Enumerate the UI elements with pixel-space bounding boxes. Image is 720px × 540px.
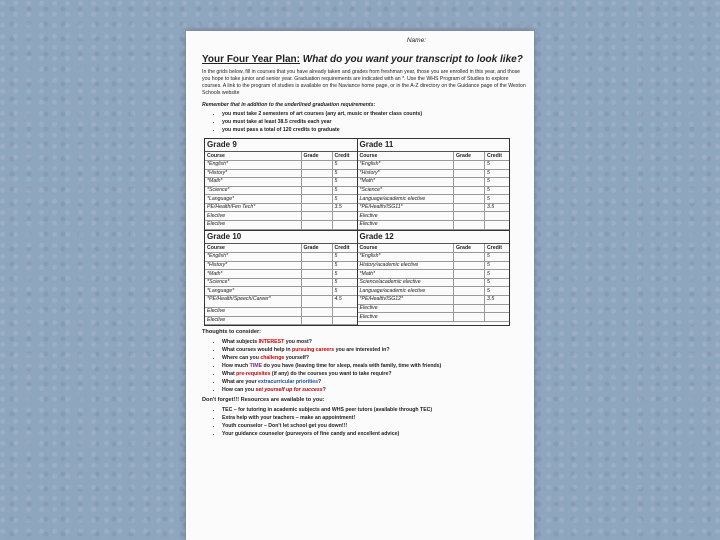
grade-cell[interactable] <box>454 178 485 187</box>
grade-cell[interactable] <box>301 178 332 187</box>
resource-item: • Youth counselor – Don't let school get you down!!! <box>222 422 526 430</box>
course-cell: *History* <box>205 261 301 270</box>
grid-row <box>205 231 509 326</box>
thought-pre: How can you <box>222 387 256 394</box>
course-cell: *PE/Health/ISG11* <box>358 203 454 212</box>
grade-cell[interactable] <box>454 261 485 270</box>
thought-pre: What are your <box>222 379 259 386</box>
table-row <box>358 195 510 204</box>
credit-cell: 5 <box>332 195 357 204</box>
page-title <box>202 53 526 67</box>
grade-heading: Grade 10 <box>205 231 357 245</box>
credit-cell: 3.5 <box>332 203 357 212</box>
remember-line: Remember that in addition to the underlined graduation requirements: <box>202 102 376 109</box>
title-plan: Your Four Year Plan: <box>202 53 300 65</box>
grade-heading: Grade 12 <box>358 231 510 245</box>
credit-cell <box>485 221 510 230</box>
header-credit: Credit <box>485 244 510 252</box>
grade-cell[interactable] <box>301 186 332 195</box>
credit-cell: 3.5 <box>485 296 510 305</box>
credit-cell <box>332 212 357 221</box>
resource-item: • Your guidance counselor (purveyors of fine candy and excellent advice) <box>222 430 526 438</box>
thought-item <box>222 362 526 370</box>
requirement-item: • you must pass a total of 120 credits to graduate <box>222 126 526 134</box>
table-row <box>358 221 510 230</box>
header-grade: Grade <box>301 152 332 160</box>
requirement-item: • you must take 2 semesters of art courses (any art, music or theater class counts) <box>222 110 526 118</box>
course-table <box>205 244 357 325</box>
header-course: Course <box>358 244 454 252</box>
grade-cell[interactable] <box>301 278 332 287</box>
table-row <box>205 253 357 262</box>
header-credit: Credit <box>332 244 357 252</box>
grade-cell[interactable] <box>301 316 332 325</box>
table-row <box>205 221 357 230</box>
table-row <box>358 296 510 305</box>
course-cell: *Science* <box>358 186 454 195</box>
thought-post: ? <box>322 387 326 394</box>
thought-pre: What <box>222 371 237 378</box>
grade-cell[interactable] <box>301 195 332 204</box>
table-row <box>358 261 510 270</box>
table-row <box>205 203 357 212</box>
course-cell: Elective <box>205 221 301 230</box>
header-course: Course <box>205 152 301 160</box>
course-cell: Elective <box>358 221 454 230</box>
course-table-header <box>358 152 510 160</box>
header-grade: Grade <box>301 244 332 252</box>
thought-post: you are interested in? <box>334 346 390 353</box>
thought-hl: TIME <box>249 362 263 369</box>
thought-item <box>222 386 526 394</box>
table-row <box>205 296 357 308</box>
course-table-header <box>205 152 357 160</box>
grade-cell[interactable] <box>454 160 485 169</box>
grade-cell[interactable] <box>301 296 332 308</box>
table-row <box>205 212 357 221</box>
table-row <box>358 287 510 296</box>
grade-cell[interactable] <box>454 195 485 204</box>
thought-hl: set yourself up for success <box>255 387 323 394</box>
credit-cell: 5 <box>485 270 510 279</box>
course-cell: *Math* <box>358 178 454 187</box>
grade-block <box>357 231 510 326</box>
header-course: Course <box>358 152 454 160</box>
table-row <box>205 195 357 204</box>
grade-heading: Grade 9 <box>205 139 357 153</box>
resources-list <box>202 406 526 438</box>
grade-block <box>357 139 510 230</box>
table-row <box>358 278 510 287</box>
thought-item <box>222 378 526 386</box>
credit-cell: 5 <box>332 261 357 270</box>
course-cell: History/academic elective <box>358 261 454 270</box>
credit-cell <box>332 316 357 325</box>
thought-hl: pre-requisites <box>236 371 271 378</box>
course-cell: Language/academic elective <box>358 287 454 296</box>
thoughts-section <box>202 329 526 438</box>
thought-post: do you have (leaving time for sleep, meals with family, time with friends) <box>262 362 442 369</box>
requirement-item: • you must take at least 38.5 credits each year <box>222 118 526 126</box>
grade-block <box>205 231 357 326</box>
grade-cell[interactable] <box>301 160 332 169</box>
course-cell: *PE/Health/Speech/Career* <box>205 296 301 308</box>
thought-hl: pursuing careers <box>292 346 335 353</box>
table-row <box>205 178 357 187</box>
thought-pre: What subjects <box>222 338 259 345</box>
grade-cell[interactable] <box>454 304 485 313</box>
thought-post: you most? <box>284 338 312 345</box>
grade-cell[interactable] <box>454 278 485 287</box>
credit-cell: 5 <box>485 261 510 270</box>
course-cell: Elective <box>358 212 454 221</box>
course-cell: *Language* <box>205 287 301 296</box>
credit-cell: 5 <box>332 178 357 187</box>
four-year-grid <box>204 138 510 327</box>
requirements-list <box>202 110 526 134</box>
thought-item <box>222 370 526 378</box>
thought-hl: extracurricular priorities <box>258 379 319 386</box>
course-cell: *History* <box>205 169 301 178</box>
grade-cell[interactable] <box>454 203 485 212</box>
course-cell: *Science* <box>205 278 301 287</box>
grade-cell[interactable] <box>301 169 332 178</box>
table-row <box>205 186 357 195</box>
credit-cell: 5 <box>485 169 510 178</box>
credit-cell: 5 <box>332 253 357 262</box>
header-grade: Grade <box>454 152 485 160</box>
table-row <box>358 313 510 322</box>
course-table <box>205 152 357 229</box>
thought-item <box>222 354 526 362</box>
resource-item: • TEC – for tutoring in academic subjects and WHS peer tutors (available through TEC) <box>222 406 526 414</box>
grade-cell[interactable] <box>301 253 332 262</box>
credit-cell: 5 <box>332 270 357 279</box>
intro-paragraph: In the grids below, fill in courses that you have already taken and grades from freshman year, those you are enrolled in this year, and those you hope to take junior and senior year. Graduation requirements are indicated with an *. Use the WHS Program of Studies to explore courses. A link to the program of studies is available on the Naviance home page, or in the A-Z directory on the Guidance page of the Weston Schools website <box>202 69 526 97</box>
thought-item <box>222 338 526 346</box>
thought-hl: challenge <box>260 354 285 361</box>
course-cell: *Math* <box>205 270 301 279</box>
grade-cell[interactable] <box>301 308 332 317</box>
table-row <box>358 253 510 262</box>
grade-cell[interactable] <box>301 261 332 270</box>
grade-cell[interactable] <box>454 169 485 178</box>
credit-cell: 5 <box>485 287 510 296</box>
grade-block <box>205 139 357 230</box>
credit-cell: 5 <box>332 169 357 178</box>
grade-cell[interactable] <box>301 203 332 212</box>
credit-cell: 5 <box>332 278 357 287</box>
credit-cell: 5 <box>485 178 510 187</box>
table-row <box>358 203 510 212</box>
course-cell: *English* <box>205 160 301 169</box>
course-cell: Elective <box>358 313 454 322</box>
grade-cell[interactable] <box>454 270 485 279</box>
grid-row <box>205 139 509 231</box>
header-course: Course <box>205 244 301 252</box>
course-cell: Elective <box>205 316 301 325</box>
course-cell: *English* <box>358 253 454 262</box>
grade-cell[interactable] <box>301 287 332 296</box>
credit-cell <box>485 304 510 313</box>
grade-cell[interactable] <box>454 287 485 296</box>
thought-post: yourself? <box>284 354 310 361</box>
course-table <box>358 244 510 321</box>
course-cell: *Math* <box>205 178 301 187</box>
credit-cell: 5 <box>332 287 357 296</box>
thought-hl: INTEREST <box>258 338 285 345</box>
credit-cell <box>332 221 357 230</box>
title-question: What do you want your transcript to look like? <box>302 53 523 65</box>
course-cell: *English* <box>358 160 454 169</box>
course-table-header <box>358 244 510 252</box>
course-cell: *History* <box>358 169 454 178</box>
thought-post: (if any) do the courses you want to take require? <box>270 371 392 378</box>
course-cell: Elective <box>205 308 301 317</box>
credit-cell <box>485 212 510 221</box>
course-cell: *Language* <box>205 195 301 204</box>
grade-cell[interactable] <box>301 221 332 230</box>
course-cell: Science/academic elective <box>358 278 454 287</box>
table-row <box>358 160 510 169</box>
table-row <box>205 316 357 325</box>
credit-cell: 5 <box>485 186 510 195</box>
header-credit: Credit <box>485 152 510 160</box>
table-row <box>358 186 510 195</box>
thought-pre: What courses would help in <box>222 346 293 353</box>
course-cell: Language/academic elective <box>358 195 454 204</box>
table-row <box>358 304 510 313</box>
grade-cell[interactable] <box>454 212 485 221</box>
table-row <box>205 278 357 287</box>
credit-cell <box>332 308 357 317</box>
thought-item <box>222 346 526 354</box>
grade-cell[interactable] <box>454 296 485 305</box>
table-row <box>358 169 510 178</box>
table-row <box>358 212 510 221</box>
table-row <box>358 178 510 187</box>
table-row <box>205 160 357 169</box>
table-row <box>205 308 357 317</box>
credit-cell: 5 <box>485 253 510 262</box>
grade-cell[interactable] <box>301 212 332 221</box>
dont-forget-heading: Don't forget!!! Resources are available to you: <box>202 397 325 404</box>
resource-item: • Extra help with your teachers – make an appointment! <box>222 414 526 422</box>
course-cell: *English* <box>205 253 301 262</box>
course-cell: *Science* <box>205 186 301 195</box>
thought-post: ? <box>318 379 322 386</box>
credit-cell <box>485 313 510 322</box>
credit-cell: 5 <box>332 160 357 169</box>
credit-cell: 5 <box>485 160 510 169</box>
table-row <box>205 261 357 270</box>
thought-pre: Where can you <box>222 354 261 361</box>
header-grade: Grade <box>454 244 485 252</box>
grade-cell[interactable] <box>454 186 485 195</box>
course-cell: *PE/Health/ISG12* <box>358 296 454 305</box>
credit-cell: 5 <box>485 278 510 287</box>
credit-cell: 3.5 <box>485 203 510 212</box>
name-field-label: Name: <box>406 37 426 44</box>
credit-cell: 4.5 <box>332 296 357 308</box>
document-page <box>186 31 534 540</box>
grade-cell[interactable] <box>301 270 332 279</box>
course-cell: *Math* <box>358 270 454 279</box>
course-table-header <box>205 244 357 252</box>
credit-cell: 5 <box>332 186 357 195</box>
table-row <box>205 287 357 296</box>
thoughts-heading: Thoughts to consider: <box>202 329 262 336</box>
grade-cell[interactable] <box>454 221 485 230</box>
course-cell: Elective <box>358 304 454 313</box>
grade-heading: Grade 11 <box>358 139 510 153</box>
header-credit: Credit <box>332 152 357 160</box>
table-row <box>205 169 357 178</box>
course-cell: PE/Health/Fen Tech* <box>205 203 301 212</box>
thought-pre: How much <box>222 362 250 369</box>
credit-cell: 5 <box>485 195 510 204</box>
grade-cell[interactable] <box>454 253 485 262</box>
course-table <box>358 152 510 229</box>
thoughts-list <box>202 338 526 394</box>
course-cell: Elective <box>205 212 301 221</box>
table-row <box>358 270 510 279</box>
table-row <box>205 270 357 279</box>
grade-cell[interactable] <box>454 313 485 322</box>
